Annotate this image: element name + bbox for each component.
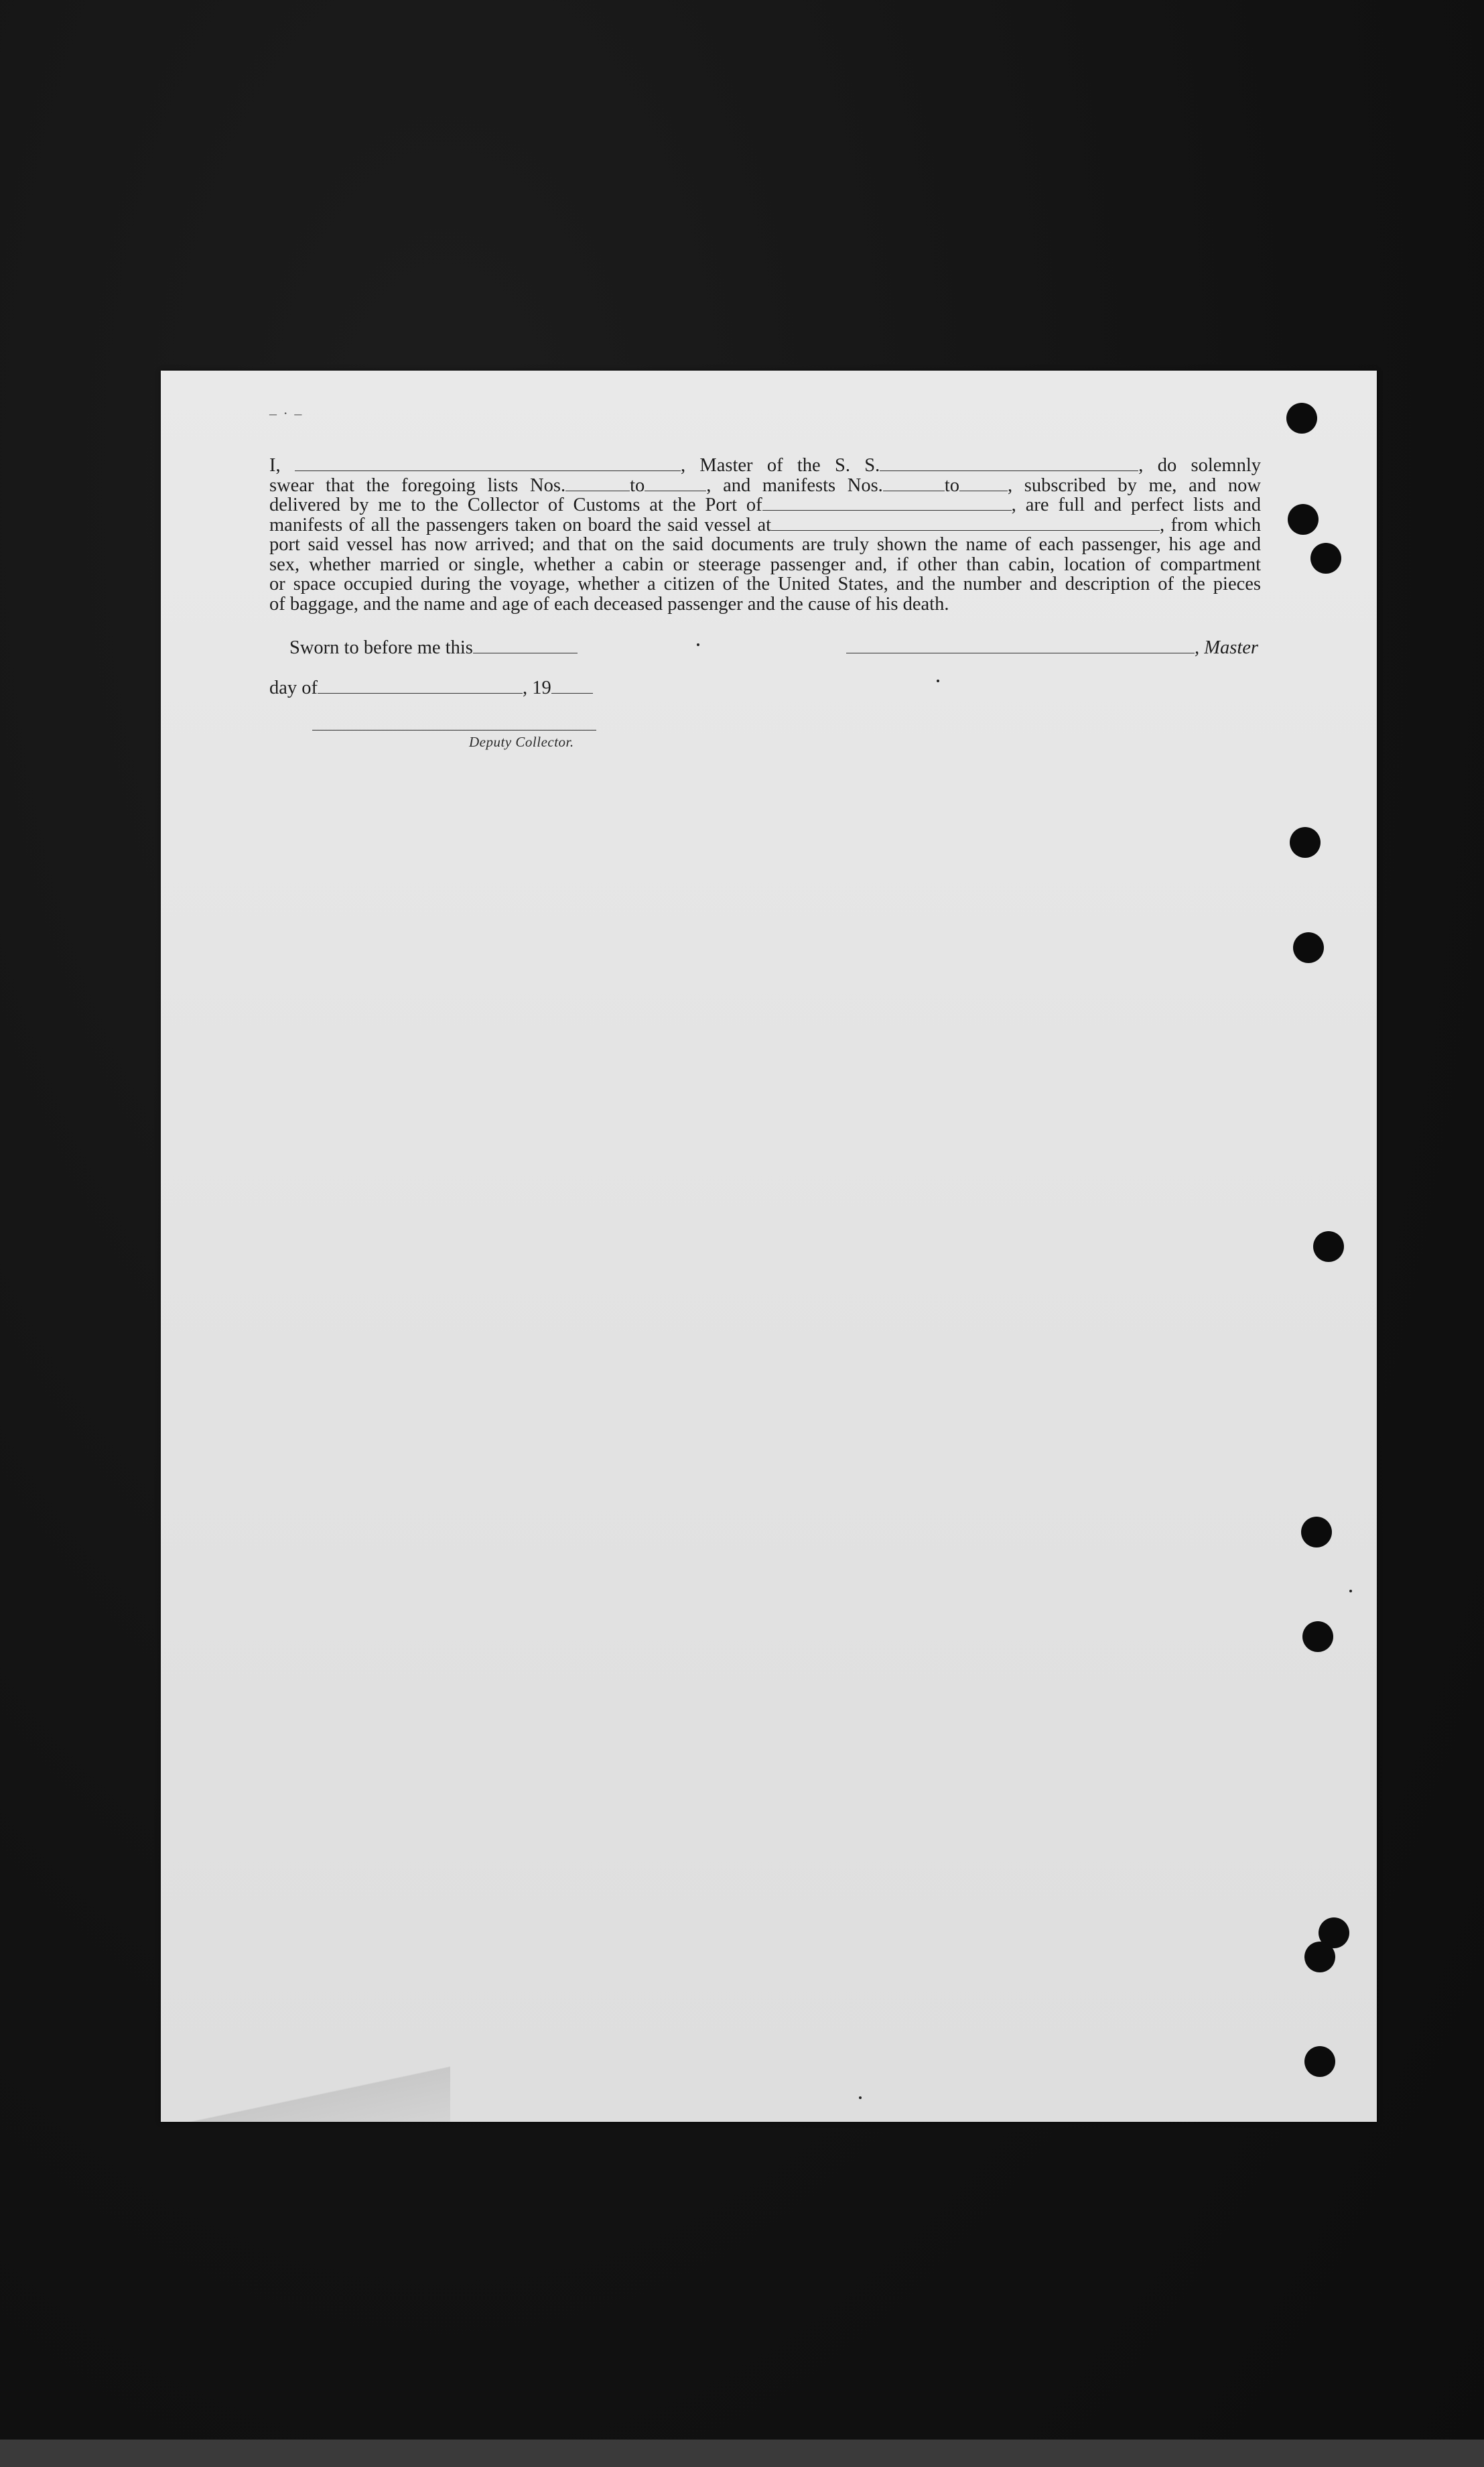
dust-speck xyxy=(859,2096,862,2099)
sworn-line: Sworn to before me this xyxy=(289,637,578,659)
oath-line-1: I, , Master of the S. S. , do solemnly xyxy=(269,455,1262,476)
oath-line-6: sex, whether married or single, whether a cabin or steerage passenger and, if other than cabin, location of compartment xyxy=(269,554,1261,575)
sworn-day-blank[interactable] xyxy=(473,639,578,653)
lists-to-blank[interactable] xyxy=(645,477,706,491)
scanner-edge xyxy=(0,2440,1484,2467)
oath-line-4: manifests of all the passengers taken on board the said vessel at , from which xyxy=(269,514,1261,535)
master-signature-line: , Master xyxy=(846,637,1258,659)
punch-hole xyxy=(1293,932,1324,963)
dust-speck xyxy=(937,680,939,682)
oath-line-3: delivered by me to the Collector of Customs at the Port of , are full and perfect lists and xyxy=(269,495,1261,515)
punch-hole xyxy=(1304,1942,1335,1972)
punch-hole xyxy=(1288,504,1319,535)
oath-line-7: or space occupied during the voyage, whether a citizen of the United States, and the number and description of the pieces xyxy=(269,574,1261,594)
deputy-signature-line[interactable] xyxy=(312,730,596,731)
master-signature-blank[interactable] xyxy=(846,639,1195,653)
oath-paragraph xyxy=(269,456,1261,614)
document-page xyxy=(161,371,1377,2122)
punch-hole xyxy=(1286,403,1317,434)
departure-port-blank[interactable] xyxy=(771,517,1160,531)
deputy-collector-label: Deputy Collector. xyxy=(469,734,574,750)
year-blank[interactable] xyxy=(551,680,593,694)
punch-hole xyxy=(1290,827,1321,858)
lists-from-blank[interactable] xyxy=(565,477,630,491)
punch-hole xyxy=(1313,1231,1344,1262)
manifests-from-blank[interactable] xyxy=(883,477,945,491)
oath-line-5: port said vessel has now arrived; and that on the said documents are truly shown the name of each passenger, his age and xyxy=(269,534,1261,555)
punch-hole xyxy=(1302,1621,1333,1652)
dust-speck xyxy=(1349,1590,1352,1592)
dust-speck xyxy=(697,643,699,646)
oath-line-8: of baggage, and the name and age of each deceased passenger and the cause of his death. xyxy=(269,593,949,615)
port-blank[interactable] xyxy=(762,497,1012,511)
punch-hole xyxy=(1310,543,1341,574)
master-name-blank[interactable] xyxy=(295,457,681,471)
punch-hole xyxy=(1301,1517,1332,1547)
month-blank[interactable] xyxy=(318,680,523,694)
ship-name-blank[interactable] xyxy=(880,457,1138,471)
manifests-to-blank[interactable] xyxy=(959,477,1008,491)
day-of-line: day of , 19 xyxy=(269,678,593,699)
page-mark: – · – xyxy=(269,405,303,422)
oath-line-2: swear that the foregoing lists Nos. to , and manifests Nos. to , subscribed by me, and now xyxy=(269,475,1261,496)
folded-corner xyxy=(169,2058,450,2122)
punch-hole xyxy=(1304,2046,1335,2077)
